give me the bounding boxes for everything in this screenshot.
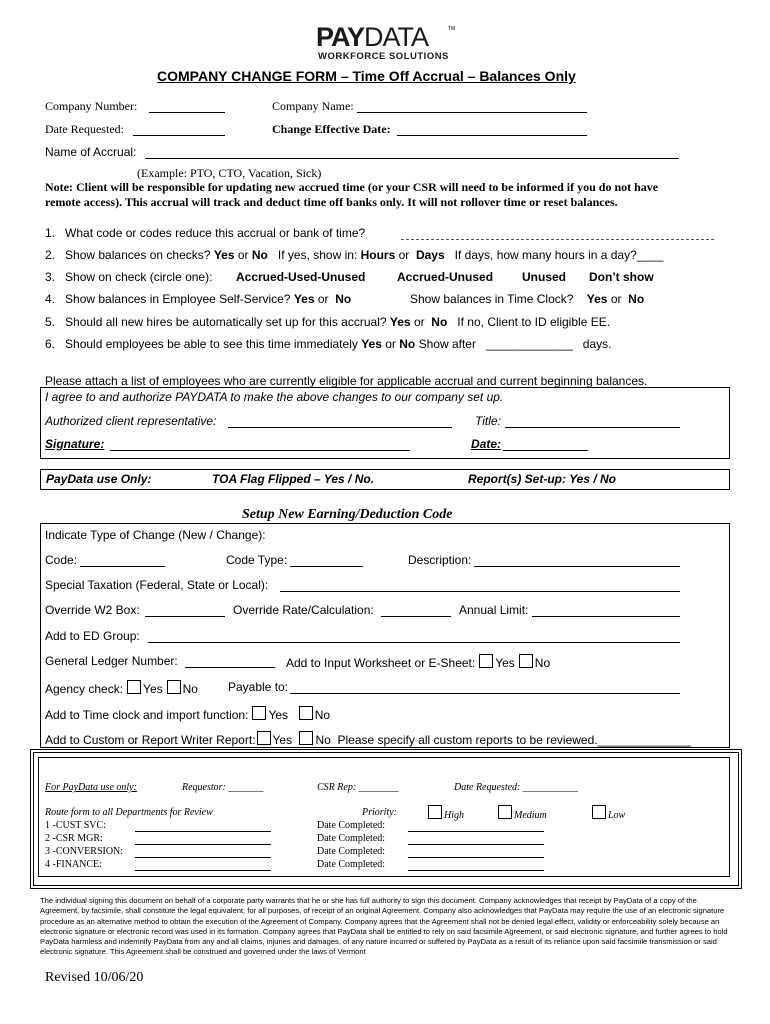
question-3: 3. Show on check (circle one): [45,270,213,284]
note-line-1: Note: Client will be responsible for updating new accrued time (or your CSR will need to be informed if you do not have [45,180,659,194]
requestor-label: Requestor: _______ [182,782,264,793]
toa-flag: TOA Flag Flipped – Yes / No. [212,472,375,486]
priority-label: Priority: [362,807,397,818]
override-rate-label: Override Rate/Calculation: [233,603,374,617]
dept-csr-mgr: 2 -CSR MGR: [45,833,103,844]
priority-medium: Medium [494,805,547,821]
gl-number-label: General Ledger Number: [45,654,178,668]
description-field[interactable] [474,566,680,567]
date-completed-4-field[interactable] [408,870,544,871]
agency-no-checkbox[interactable] [167,680,181,694]
name-of-accrual-label: Name of Accrual: [45,145,137,159]
note-line-2: remote access). This accrual will track and deduct time off banks only. It will not rollover time or reset balances. [45,195,618,209]
question-6: 6. Should employees be able to see this time immediately Yes or No Show after _____________ days. [45,337,612,351]
question-1: 1. What code or codes reduce this accrual or bank of time? [45,226,366,240]
date-completed-2-field[interactable] [408,844,544,845]
timeclock-no-checkbox[interactable] [299,706,313,720]
question-5: 5. Should all new hires be automatically set up for this accrual? Yes or No If no, Client to ID eligible EE. [45,315,611,329]
for-paydata-use-label: For PayData use only: [45,782,137,793]
authorized-rep-label: Authorized client representative: [45,414,217,428]
priority-high: High [424,805,464,821]
dept-conversion: 3 -CONVERSION: [45,846,124,857]
code-type-label: Code Type: [226,553,288,567]
priority-low-checkbox[interactable] [592,805,606,819]
code-label: Code: [45,553,78,567]
date-completed-2: Date Completed: [317,833,386,844]
csr-rep-label: CSR Rep: ________ [317,782,399,793]
date-completed-1-field[interactable] [408,831,544,832]
priority-medium-checkbox[interactable] [498,805,512,819]
paydata-use-label: PayData use Only: [46,472,152,486]
q3-option-accrued-used-unused[interactable]: Accrued-Used-Unused [236,270,366,284]
input-worksheet-no-checkbox[interactable] [519,654,533,668]
dept-finance-field[interactable] [135,870,271,871]
company-name-label: Company Name: [272,99,354,113]
description-label: Description: [408,553,472,567]
company-number-field[interactable] [149,112,225,113]
date-completed-1: Date Completed: [317,820,386,831]
change-effective-date-field[interactable] [397,135,587,136]
attach-instructions: Please attach a list of employees who are currently eligible for applicable accrual and current beginning balances. [45,374,648,388]
date-completed-4: Date Completed: [317,859,386,870]
title-label: Title: [475,414,501,428]
authorized-rep-field[interactable] [228,427,452,428]
payable-to-label: Payable to: [228,680,289,694]
revised-date: Revised 10/06/20 [45,970,144,985]
title-field[interactable] [505,427,680,428]
priority-high-checkbox[interactable] [428,805,442,819]
dept-cust-svc: 1 -CUST SVC: [45,820,106,831]
dept-conversion-field[interactable] [135,857,271,858]
payable-to-field[interactable] [290,693,680,694]
logo-tm: TM [448,26,456,32]
input-worksheet-yes-checkbox[interactable] [479,654,493,668]
input-worksheet: Add to Input Worksheet or E-Sheet: Yes No [286,656,551,670]
date-field[interactable] [503,450,588,451]
q3-option-dont-show[interactable]: Don’t show [589,270,654,284]
question-1-field[interactable] [401,239,714,240]
override-w2-label: Override W2 Box: [45,603,140,617]
date-requested-field[interactable] [133,135,225,136]
special-taxation-label: Special Taxation (Federal, State or Local): [45,578,269,592]
annual-limit-field[interactable] [532,616,680,617]
signature-field[interactable] [110,450,410,451]
override-w2-field[interactable] [145,616,225,617]
ed-group-field[interactable] [148,642,680,643]
code-field[interactable] [80,566,165,567]
date-completed-3-field[interactable] [408,857,544,858]
accrual-example: (Example: PTO, CTO, Vacation, Sick) [137,166,322,180]
priority-low: Low [588,805,625,821]
date-completed-3: Date Completed: [317,846,386,857]
form-title: COMPANY CHANGE FORM – Time Off Accrual – Balances Only [157,68,576,84]
company-number-label: Company Number: [45,99,138,113]
q3-option-accrued-unused[interactable]: Accrued-Unused [397,270,494,284]
question-2: 2. Show balances on checks? Yes or No If yes, show in: Hours or Days If days, how many hours in a day?____ [45,248,664,262]
logo-tagline: WORKFORCE SOLUTIONS [318,51,449,62]
agency-check: Agency check: Yes No [45,682,198,696]
custom-yes-checkbox[interactable] [257,731,271,745]
logo-pay: PAY [316,22,365,52]
question-4: 4. Show balances in Employee Self-Service? Yes or No [45,292,352,306]
special-taxation-field[interactable] [280,591,680,592]
change-effective-date-label: Change Effective Date: [272,122,391,136]
route-form-label: Route form to all Departments for Review [45,807,213,818]
paydata-logo [316,22,456,64]
question-4b: Show balances in Time Clock? Yes or No [410,292,645,306]
ed-group-label: Add to ED Group: [45,629,140,643]
q3-option-unused[interactable]: Unused [522,270,567,284]
gl-number-field[interactable] [185,667,275,668]
logo-data: DATA [364,22,429,52]
reports-setup: Report(s) Set-up: Yes / No [468,472,617,486]
setup-heading: Setup New Earning/Deduction Code [242,507,453,522]
agency-yes-checkbox[interactable] [127,680,141,694]
date-label: Date: [471,437,502,451]
custom-no-checkbox[interactable] [299,731,313,745]
timeclock-import: Add to Time clock and import function: Yes No [45,708,331,722]
dept-finance: 4 -FINANCE: [45,859,102,870]
date-requested-label: Date Requested: [45,122,124,136]
dept-cust-svc-field[interactable] [135,831,271,832]
name-of-accrual-field[interactable] [145,158,679,159]
company-name-field[interactable] [357,112,587,113]
signature-label: Signature: [45,437,105,451]
authorize-statement: I agree to and authorize PAYDATA to make the above changes to our company set up. [45,390,504,404]
override-rate-field[interactable] [381,616,451,617]
custom-report: Add to Custom or Report Writer Report: Yes No Please specify all custom reports to be reviewed.______________ [45,733,692,747]
legal-disclaimer: The individual signing this document on behalf of a corporate party warrants that he or she has full authority to sign this document. Company acknowledges that receipt by PayData of a copy of the Agreement, by facsimile, shall constitute the legal equivalent, for all purposes, of receipt of an original Agreement. Company also acknowledges that PayData may require the use of an electronic signature procedure as an alternative method to obtain the execution of the Agreement of Company. Company agrees that the Agreement shall not be denied legal effect, validity or enforceability solely because an electronic signature or electronic record was used in its formation. Company agrees that PayData shall be entitled to rely on said facsimile Agreement, or said electronic signature, and further agrees to hold PayData harmless and indemnify PayData from any and all claims, injuries and damages, of any nature incurred or suffered by PayData as a result of its reliance upon said facsimile transmission or said electronic signature. This Agreement shall be construed and governed under the laws of Vermont [40,896,728,957]
type-of-change-label: Indicate Type of Change (New / Change): [45,528,266,542]
internal-date-requested-label: Date Requested: ___________ [454,782,578,793]
annual-limit-label: Annual Limit: [459,603,529,617]
dept-csr-mgr-field[interactable] [135,844,271,845]
code-type-field[interactable] [290,566,363,567]
timeclock-yes-checkbox[interactable] [252,706,266,720]
